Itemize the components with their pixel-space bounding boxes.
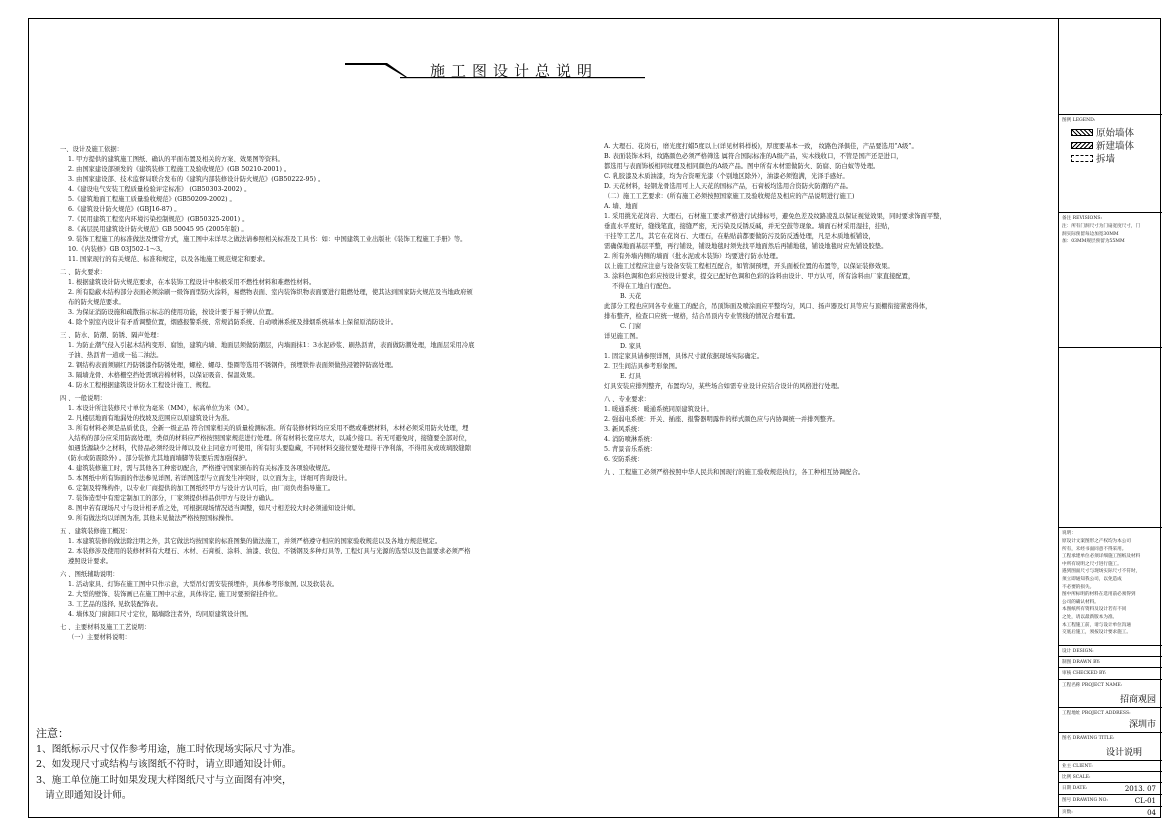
section-heading: 九 、工程施工必须严格按照中华人民共和国现行的施工验收规范执行，各工种相互协调配合。 — [604, 469, 865, 476]
text-line: 5. 本图纸中所有饰面的作法参见详图, 若详图选型与立面发生冲突时，以立面为主，详细可咨询设计。 — [60, 475, 351, 482]
text-line: 此部分工程也应同各专业施工的配合，吊顶饰面及喷涂面应平整均匀，风口、扬声器及灯具等应与顶棚衔接紧密得体， — [604, 303, 932, 310]
date-label: 日期 DATE: — [1062, 786, 1088, 791]
text-line: 3. 由国家建设部、技术监督局联合发布的《建筑内部装修设计防火规范》(GB50222-95) 。 — [60, 176, 325, 183]
text-line: 2. 大型的壁饰、装饰画已在施工图中示意，具体待定, 施工时要预留挂件位。 — [60, 591, 282, 598]
legend-text: 拆墙 — [1096, 154, 1116, 165]
section-heading: 五 、建筑装修施工概况： — [60, 528, 132, 535]
page-label: 页数: — [1062, 810, 1073, 815]
right-column-text — [604, 142, 946, 478]
text-line: 5. 背景音乐系统： — [604, 446, 657, 453]
text-line: 1. 采用挑光花岗岩、大理石，石材施工要求严格进行试排标号，避免色差及纹路凌乱以保证视觉效果，同时要求饰面平整， — [604, 213, 946, 220]
hatch-swatch-icon — [1071, 142, 1093, 149]
text-line: 都选用与表面饰板相同纹理及相同颜色的A级产品。图中所有木材需做防火、防腐、防白蚁等处理。 — [604, 163, 880, 170]
revisions-label: 备注 REVISIONS: — [1062, 216, 1103, 221]
date-value: 2013. 07 — [1124, 785, 1156, 793]
text-line: C. 门窗 — [604, 323, 642, 330]
text-line: 10.《内装修》GB 03J502-1～3。 — [60, 246, 167, 253]
address-label: 工程地址 PROJECT ADDRESS: — [1062, 711, 1131, 716]
text-line: 4. 防水工程根据建筑设计防水工程设计施工、规程。 — [60, 382, 215, 389]
drawn-label: 制图 DRAWN BY: — [1062, 660, 1101, 665]
text-line: 5.《建筑地面工程施工质量验收规范》(GB50209-2002) 。 — [60, 196, 236, 203]
text-line: 2. 强弱电系统：开关、插座、报警器明露件的样式颜色应与内协调统一并排列整齐。 — [604, 416, 839, 423]
text-line: 如遇货源缺少之材料，代替品必须经设计师以及业主同意方可使用，所有钉头要隐藏，不同材料交接位要处理得干净利落，不得用灰或玻璃胶缝隙 — [60, 445, 472, 452]
text-line: 2. 所有隐蔽木结构部分表面必须涂刷一级饰面型防火涂料，易燃物表面、室内装饰织物表面要进行阻燃处理，使其达到国家防火规范及当地政府颁 — [60, 289, 473, 296]
design-label: 设计 DESIGN: — [1062, 649, 1094, 654]
tb-empty-mid — [1059, 348, 1162, 528]
legend-item-new-wall — [1071, 138, 1134, 152]
text-line: B. 表面装饰木料，纹路颜色必须严格筛选 属符合国际标准的A级产品，实木线收口，不管是国产还是进口， — [604, 153, 903, 160]
text-line: 9. 装饰工程施工的标准做法及惯常方式，施工图中未详尽之做法请参照相关标准及工具书：如：中国建筑工业出版社《装饰工程施工手册》等。 — [60, 236, 467, 243]
tb-design — [1059, 646, 1162, 657]
tb-revisions — [1059, 213, 1162, 348]
text-line: 6. 定制及特殊构件，以专业厂商提供的加工图纸经甲方与设计方认可后，由厂商负责指导施工。 — [60, 485, 335, 492]
text-line: 布的防火规范要求。 — [60, 299, 125, 306]
text-line: D. 家具 — [604, 343, 642, 350]
text-line: 3. 涂料色调和色彩应按设计要求，提交已配好色调和色彩的涂料由设计、甲方认可，所有涂料由厂家直接配置， — [604, 273, 915, 280]
text-line: 7. 装饰造型中有需定制加工的部分，厂家须提供样品供甲方与设计方确认。 — [60, 495, 278, 502]
section-heading: 四 、一般说明： — [60, 395, 107, 402]
text-line: 1. 固定家具请参照详图，具体尺寸就依据现场实际确定。 — [604, 353, 764, 360]
text-line: 1. 为防止潮气侵入引起木结构变形、腐蚀，建筑内墙、地面层须做防潮层，内墙面抹1：3水泥砂浆、刷热沥青，表面做防潮处理，地面层采用冷底 — [60, 342, 475, 349]
text-line: 2. 所有外墙内侧的墙面（批水泥或木装饰）均要进行防水处理。 — [604, 253, 783, 260]
text-line: 1. 本设计所注装修尺寸单位为毫米（MM），标高单位为米（M）。 — [60, 405, 253, 412]
section-heading: 一、设计及施工依据： — [60, 146, 123, 153]
text-line: 2. 钢结构表面须刷红丹防锈漆作防锈处理，螺栓、螺母、垫圈等选用不锈钢件，预埋铁件表面须做热浸镀锌防腐处理。 — [60, 362, 398, 369]
drawing-title-label: 图名 DRAWING TITLE: — [1062, 736, 1115, 741]
text-line: 6. 安防系统： — [604, 456, 644, 463]
tb-date — [1059, 783, 1162, 795]
tb-client — [1059, 761, 1162, 772]
text-line: 3. 工艺品的选择, 见软装配饰表。 — [60, 601, 162, 608]
text-line: 4. 除个别室内设计有矛盾调整位置，烟感报警系统、常规消防系统、自动喷淋系统及排烟系统基本上保留原消防设计。 — [60, 319, 398, 326]
text-line: B. 天花 — [604, 293, 642, 300]
text-line: 1. 暖通系统：暖通系统同原建筑设计。 — [604, 406, 713, 413]
section-heading: 三 、防水、防潮、防锈、隔声处理： — [60, 332, 163, 339]
tb-legend — [1059, 115, 1162, 213]
project-name: 招商观园 — [1119, 695, 1156, 705]
drawing-title-value: 设计说明 — [1105, 748, 1142, 758]
legend-item-demolish — [1071, 151, 1115, 165]
text-line: 3. 新风系统： — [604, 426, 644, 433]
section-heading: 八 、专业要求： — [604, 396, 651, 403]
tb-drawn — [1059, 657, 1162, 668]
dashed-swatch-icon — [1071, 155, 1093, 162]
text-line: C. 乳胶漆及木质油漆，均为合资哑光漆（个别地区除外），油漆必须饱满，光泽手感好。 — [604, 173, 849, 180]
note-line: 请立即通知设计师。 — [36, 790, 132, 801]
text-line: 2. 凡楼层地面有地漏处的找坡及范围应以原建筑设计为准。 — [60, 415, 234, 422]
tb-checked — [1059, 668, 1162, 680]
text-line: （一）主要材料说明： — [60, 634, 131, 641]
text-line: 4.《建设电气安装工程质量检验评定标准》 (GB50303-2002) 。 — [60, 186, 251, 193]
legend-text: 原始墙体 — [1096, 128, 1135, 139]
text-line: 1. 本建筑装修的做法除注明之外，其它做法均按国家的标准图集的做法施工，并须严格遵守相应的国家验收规范以及各地方规范规定。 — [60, 538, 442, 545]
hatch-swatch-icon — [1071, 129, 1093, 136]
text-line: 6.《建筑设计防火规范》(GBJ16-87) 。 — [60, 206, 181, 213]
text-line: E. 灯具 — [604, 373, 642, 380]
text-line: 灯具安装应排列整齐，布置均匀，某些场合如需专业设计应结合设计的风格进行处理。 — [604, 383, 844, 390]
notes-section — [36, 726, 301, 804]
note-line: 2、如发现尺寸或结构与该图纸不符时，请立即通知设计师。 — [36, 759, 292, 770]
section-heading: 六 、图纸辅助说明： — [60, 571, 119, 578]
remarks-label: 说明： — [1062, 531, 1076, 536]
text-line: 入结构的部分应采用防腐处理，类似的材料应严格按照国家规范进行处理。所有材料长宽应尽大，以减少接口。若无可避免时，接缝要全部对位， — [60, 435, 472, 442]
notes-title: 注意： — [36, 727, 69, 740]
text-line: 排布整齐，检查口应统一规格，结合吊顶内专业管线的情况合理布置。 — [604, 313, 800, 320]
text-line: 11. 国家现行的有关规范、标准和规定，以及各地施工规范规定和要求。 — [60, 256, 269, 263]
legend-label: 图例 LEGEND: — [1062, 118, 1096, 123]
text-line: 9. 所有做法均以详图为准, 其他未见做法严格按照国标操作。 — [60, 515, 238, 522]
tb-drawing-title — [1059, 733, 1162, 761]
text-line: 2. 由国家建设部颁发的《建筑装修工程施工及验收规范》(GB 50210-2001) 。 — [60, 166, 291, 173]
tb-page — [1059, 807, 1162, 818]
text-line: 详见施工图。 — [604, 333, 642, 340]
legend-text: 新建墙体 — [1096, 141, 1135, 152]
text-line: 8. 图中若有现场尺寸与设计相矛盾之处，可根据现场情况适当调整，如尺寸相差较大时必须通知设计师。 — [60, 505, 360, 512]
page-title: 施工图设计总说明 — [430, 62, 599, 80]
text-line: 垂直水平度好，缝线笔直，接缝严密，无污染及反锈反碱，并无空鼓等现象。墙面石材采用湿挂，挂贴， — [604, 223, 894, 230]
address-value: 深圳市 — [1128, 720, 1156, 730]
text-line: 不得在工地自行配色。 — [604, 283, 675, 290]
section-heading: 二 、防火要求： — [60, 269, 107, 276]
text-line: （二）施工工艺要求：(所有施工必须按照国家施工及验收规范及相应的产品说明进行施工) — [604, 193, 855, 200]
tb-empty-top — [1059, 18, 1162, 115]
tb-number — [1059, 795, 1162, 807]
text-line: D. 天花材料，轻钢龙骨选用可上人天花的国标产品，石膏板均选用合资防火防潮的产品。 — [604, 183, 853, 190]
tb-project — [1059, 680, 1162, 708]
number-label: 图号 DRAWING NO: — [1062, 798, 1108, 803]
text-line: A. 墙、地面 — [604, 203, 638, 210]
page-value: 04 — [1147, 809, 1156, 817]
text-line: 8.《高层民用建筑设计防火规范》GB 50045 95 (2005年版) 。 — [60, 226, 248, 233]
tb-remarks — [1059, 528, 1162, 646]
tb-address — [1059, 708, 1162, 733]
legend-item-original-wall — [1071, 125, 1134, 139]
title-block — [1058, 18, 1161, 818]
text-line: 需确保地面基层平整，再行铺设，铺设地毯时须先找平地面然后再铺地毯，铺设地毯时应先铺设胶垫。 — [604, 243, 888, 250]
text-line: 7.《民用建筑工程室内环境污染控制规范》(GB50325-2001) 。 — [60, 216, 249, 223]
text-line: 遵照设计要求。 — [60, 558, 113, 565]
text-line: 子油、热沥青一道或一毡二油法。 — [60, 352, 163, 359]
text-line: 2. 本装修涉及使用的装修材料有大理石、木材、石膏板、涂料、油漆、软包、不锈钢及多种灯具等, 工程灯具与光源的选型以及色温要求必须严格 — [60, 548, 471, 555]
text-line: 1. 根据建筑设计防火规范要求，在本装饰工程设计中积极采用不燃性材料和难燃性材料。 — [60, 279, 316, 286]
client-label: 业主 CLIENT: — [1062, 764, 1093, 769]
text-line: 3. 隔墙龙骨、木格栅空挡处需填岩棉材料，以保证吸音、保温效果。 — [60, 372, 259, 379]
text-line: 以上施工过程应注意与设备安装工程相互配合，如管洞预埋，开头面板位置的布置等，以保证装修效果。 — [604, 263, 894, 270]
note-line: 1、图纸标示尺寸仅作参考用途，施工时依现场实际尺寸为准。 — [36, 743, 302, 755]
text-line: 4. 消防喷淋系统： — [604, 436, 657, 443]
text-line: 3. 为保证消防设施和疏散指示标志的使用功能，按设计要于易于辨认位置。 — [60, 309, 278, 316]
text-line: 4. 墙体及门窗洞口尺寸定位，隔墙除注者外，均同原建筑设计图。 — [60, 611, 253, 618]
section-heading: 七 、主要材料及施工工艺说明： — [60, 624, 151, 631]
note-line: 3、施工单位施工时如果发现大样图纸尺寸与立面图有冲突， — [36, 774, 292, 786]
text-line: 1. 活动家具、灯饰在施工图中只作示意，大型吊灯需安装预埋件，具体参考形象图, 以及软装表。 — [60, 581, 339, 588]
text-line: 3. 所有材料必须是品质优良，全新一级正品 符合国家相关的质量检测标准。所有装修材料均应采用不燃或难燃材料，木材必须采用防火处理，埋 — [60, 425, 469, 432]
revisions-text: 注：所有门洞尺寸为门扇宽度尺寸，门 洞实际预留每边加宽30MM 加：03MM规层预留为55MM — [1062, 224, 1141, 245]
text-line: 干挂等工艺几，其它在花岗石、大理石，在粘贴前都要做防污及防反透处理，凡是木质地板铺设， — [604, 233, 875, 240]
project-label: 工程名称 PROJECT NAME: — [1062, 683, 1123, 688]
scale-label: 比例 SCALE: — [1062, 775, 1091, 780]
remarks-text: 原设计文案图形之产权均为本公司 所有，未经书面同意不得采用。 工程承建单位必须详细施工图纸及材料 中所有说明之尺寸进行施工。 遇到图面尺寸与现场实际尺寸不符时， 须立即通知我公司，以免造成 不必要的损失。 图中所标明的材料在选用前必须得到 公司的确认材料。 本图纸所有资料及设计若有不同 之处，请以最新版本为准。 本工程施工前，请与设计单位沟通 交底后施工，须按设计要求施工。 — [1062, 539, 1141, 636]
text-line: 4. 建筑装修施工时，需与其他各工种密切配合，严格遵守国家颁布的有关标准及各项验收规范。 — [60, 465, 335, 472]
text-line: 1. 甲方提供的建筑施工图纸、确认的平面布置及相关的方案、效果图等资料。 — [60, 156, 284, 163]
checked-label: 审核 CHECKED BY: — [1062, 671, 1107, 676]
number-value: CL-01 — [1134, 797, 1156, 805]
text-line: (防水或防震除外) 。部分装修尤其地面墙脚等装要后需加强保护。 — [60, 455, 252, 462]
tb-scale — [1059, 772, 1162, 783]
left-column-text — [60, 142, 474, 643]
text-line: 2. 卫生间洁具参考形象图。 — [604, 363, 682, 370]
text-line: A. 大理石、花岗石，磨光度打蜡5度以上(详见材料样板)，厚度要基本一致， 纹路色泽俱佳，产品要选用“A级”。 — [604, 143, 918, 150]
